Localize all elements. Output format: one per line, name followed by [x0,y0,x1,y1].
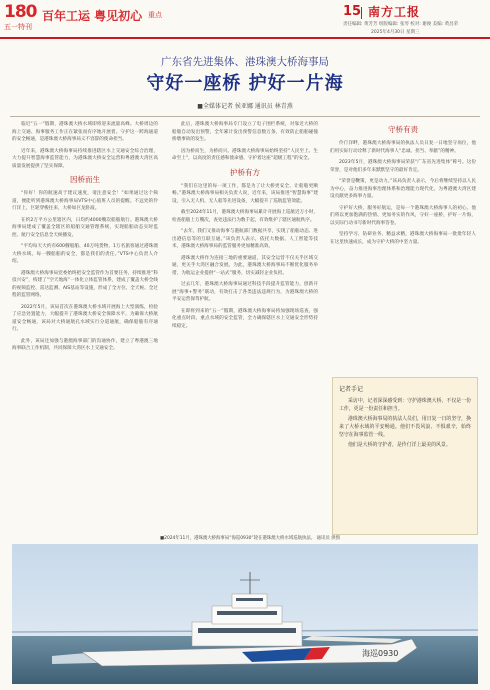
section-title: 百年工运 粤见初心 [42,9,143,23]
article-column-2 [172,121,318,536]
paragraph: “荣誉是鞭策，更是动力。”该局负责人表示，今后将继续坚持以人民为中心，奋力推进海事治理体系和治理能力现代化，为粤港澳大湾区建设贡献更多海事力量。 [330,179,476,199]
paragraph: 在约2万平方公里辖区内，日均约4000艘次船舶航行。港珠澳大桥海事局建成了覆盖全辖区的船舶交通管理系统，实现船舶动态实时监控、航行安全信息全天候播发。 [12,217,158,238]
paragraph: 过去几年，港珠澳大桥海事局通过科技手段提升监管能力，创新开展“海事+警务”联动，有效打击了各类违法违规行为，为港珠澳大桥的平安运营保驾护航。 [172,282,318,302]
anniversary-logo: 180 [4,2,37,22]
paragraph: 伶仃洋畔，港珠澳大桥海事局的执法人员日复一日地坚守岗位，他们用实际行动诠释了新时代海事人“忠诚、担当、奉献”的精神。 [330,141,476,154]
paragraph: 坚持学习、钻研业务、精益求精，港珠澳大桥海事局一批批年轻人在这里快速成长，成为守护大桥的中坚力量。 [330,232,476,245]
article-kicker: 广东省先进集体、港珠澳大桥海事局 [161,56,329,68]
article-column-1 [12,121,158,536]
article-column-3 [330,121,476,372]
patrol-ship-photo [12,544,478,684]
special-issue-label: 五一特刊 [4,23,32,31]
page-number: 15 [343,4,362,19]
paragraph: 2023年5月，港珠澳大桥海事局荣获“广东省先进集体”称号。这份荣誉，是对他们多年来默默坚守的最好肯定。 [330,160,476,173]
paragraph: 守护好大桥，服务好航运，是每一个港珠澳大桥海事人的初心。他们将以更加饱满的热情、更加务实的作风，守好一座桥，护好一片海，以实际行动书写新时代海事答卷。 [330,205,476,226]
issue-date: 2025年4月30日 星期三 [371,30,420,35]
paragraph: “你好！你的航速高于建议速度，请注意安全！”如果通过这个频道，便能听到港珠澳大桥海事局VTS中心值班人员的提醒。不远处的伶仃洋上，巨轮穿梭往来，大桥如巨龙卧波。 [12,191,158,211]
masthead [0,0,490,36]
paragraph: 因为桥而生，为桥而兴。港珠澳大桥海事局始终坚持“人民至上、生命至上”，以高度的责任感和使命感，守护着这座“超级工程”的安全。 [172,148,318,161]
paragraph: 港珠澳大桥海事局党委始终把安全监管作为首要任务，持续推进“科技兴安”，构建了“空天地海”一体化立体监管体系，建成了覆盖大桥全线的视频监控、雷达监测、AIS基站等设施，形成了全方位、全天候、全过程的监管网络。 [12,270,158,298]
paragraph: “平均每天大约有600艘船舶、40万吨货物、1万名旅客通过港珠澳大桥水域。每一艘船舶的安全，都是我们的责任。”VTS中心负责人介绍。 [12,244,158,264]
paragraph: 他们是大桥的守护者，是伶仃洋上最美的风景。 [348,442,451,448]
paragraph: 在即将到来的“五一”假期，港珠澳大桥海事局将加强现场巡查，强化重点时段、重点水域的安全监管，全力确保辖区水上交通安全形势持续稳定。 [172,308,318,329]
photo-caption: ■2024年11月，港珠澳大桥海事局“海巡0930”轮在港珠澳大桥水域巡航执法。 通讯员 供图 [160,536,340,541]
subheading: 护桥有方 [230,167,260,177]
paper-name: 南方工报 [368,5,421,19]
paragraph: 临近“五一”假期，港珠澳大桥水域即将迎来流量高峰。大桥周边的海上交通、海事服务工作正在紧张而有序地开展着。守护这一跨海通道的安全畅通，是港珠澳大桥海事局义不容辞的使命担当。 [12,122,158,142]
paragraph: 采访中，记者深深感受到：守护港珠澳大桥，不仅是一份工作，更是一份责任和担当。 [339,398,471,412]
note-title: 记者手记 [339,386,364,393]
subheading: 因桥而生 [70,175,100,184]
paragraph: 截至2024年11月，港珠澳大桥海事局累计开展海上巡航近万小时，检查船舶上万艘次，查处违法行为数千起，有效维护了辖区通航秩序。 [172,210,318,223]
section-label: 重点 [148,11,162,19]
paragraph: 近年来，港珠澳大桥海事局持续推进辖区水上交通安全综合治理，大力提升智慧海事监管能力，为港珠澳大桥安全运营和粤港澳大湾区高质量发展提供了坚实保障。 [12,148,158,169]
editor-credits: 责任编辑: 黄芳芳 组版编辑: 张琴 校对: 谢俊 美编: 黄昌荣 [343,22,459,27]
masthead-rule [0,37,490,39]
reporter-note-box [332,377,478,535]
divider [10,116,480,117]
paragraph: 港珠澳大桥作为连接三地的重要通道，其安全运营不仅关乎区域交通，更关乎大湾区融合发展。为此，港珠澳大桥海事局不断优化服务举措，为航运企业提供“一站式”服务，切实减轻企业负担。 [172,255,318,276]
ship-number: 海巡0930 [362,649,399,658]
paragraph: 港珠澳大桥海事局的执法人员们，用日复一日的坚守，换来了大桥水域的平安畅通。他们不畏风浪、不惧艰辛，始终坚守在海事监管一线。 [339,416,471,438]
subheading: 守桥有责 [388,125,418,134]
article-byline: ■全媒体记者 侯亚娜 通讯员 林青燕 [197,103,293,110]
article-headline: 守好一座桥 护好一片海 [146,73,344,94]
patrol-ship-illustration [12,544,478,684]
paragraph: “我们在这里的每一项工作，都是为了让大桥更安全、让船舶更顺畅。”港珠澳大桥海事局相关负责人说，近年来，该局推进“智慧海事”建设，引入无人机、无人船等先进设备，大幅提升了巡航监管效能。 [172,183,318,204]
divider [361,7,362,19]
paragraph: 此外，该局还加强与港澳海事部门的沟通协作，建立了粤港澳三地海事联合工作机制，共同保障大湾区水上交通安全。 [12,338,158,351]
paragraph: 此后，港珠澳大桥海事局专门设立了电子围栏系统，对靠近大桥的船舶自动发出预警，全年累计发出预警信息数万条，有效防止船舶碰撞桥墩事故的发生。 [172,122,318,142]
paragraph: “去年，我们又推动海事与港航部门数据共享，实现了船舶动态、进出港信息等的互联互通。”该负责人表示，依托大数据、人工智能等技术，港珠澳大桥海事局的监管服务更加精准高效。 [172,229,318,249]
paragraph: 2022年5月，该局首次在港珠澳大桥水域开展海上大型演练，检验了应急处置能力，大幅提升了港珠澳大桥安全保障水平。为确保大桥航道安全畅通，该局对大桥通航孔水域实行分道通航，确保船舶有序通行。 [12,304,158,332]
